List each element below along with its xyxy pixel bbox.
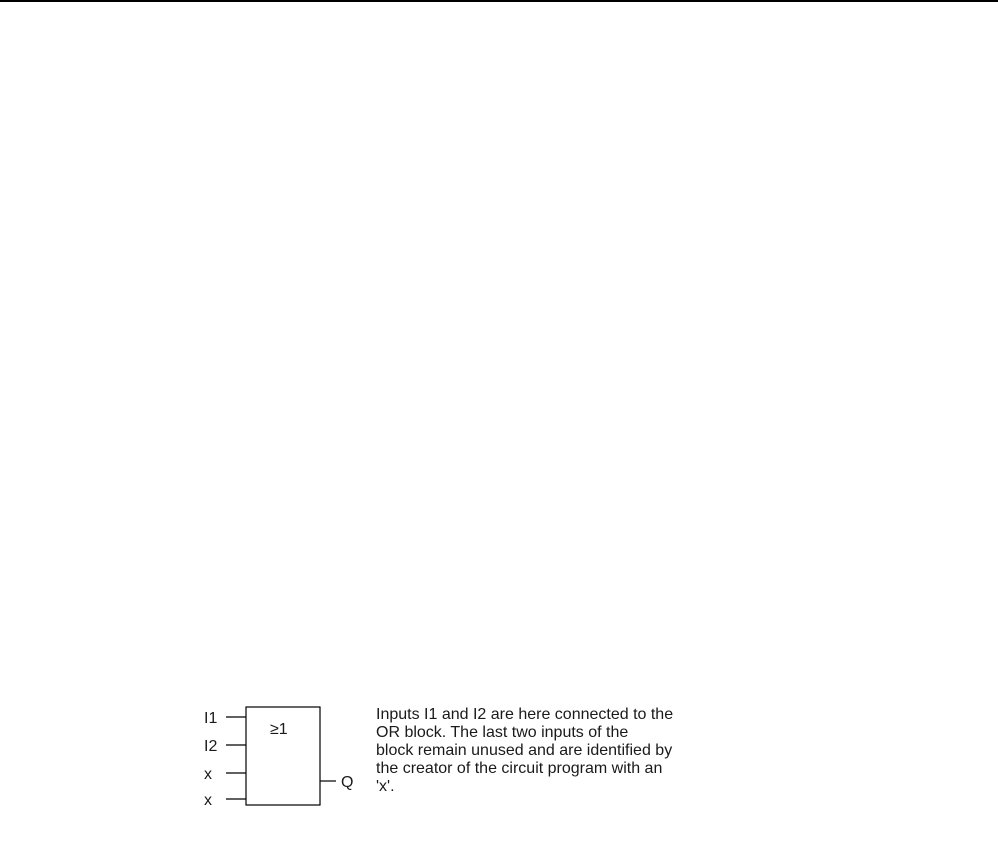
top-rule <box>0 0 998 2</box>
input-label-4: x <box>204 792 212 809</box>
caption-line-5: 'x'. <box>376 778 395 795</box>
caption-line-4: the creator of the circuit program with an <box>376 760 663 777</box>
output-label: Q <box>341 774 354 791</box>
block-symbol: ≥1 <box>270 721 288 738</box>
caption-line-2: OR block. The last two inputs of the <box>376 724 629 741</box>
input-label-3: x <box>204 766 212 783</box>
input-label-1: I1 <box>204 710 218 727</box>
or-block-diagram <box>190 700 365 810</box>
caption-line-3: block remain unused and are identified by <box>376 742 673 759</box>
diagram-caption <box>376 706 736 796</box>
input-label-2: I2 <box>204 738 218 755</box>
caption-line-1: Inputs I1 and I2 are here connected to the <box>376 706 674 723</box>
